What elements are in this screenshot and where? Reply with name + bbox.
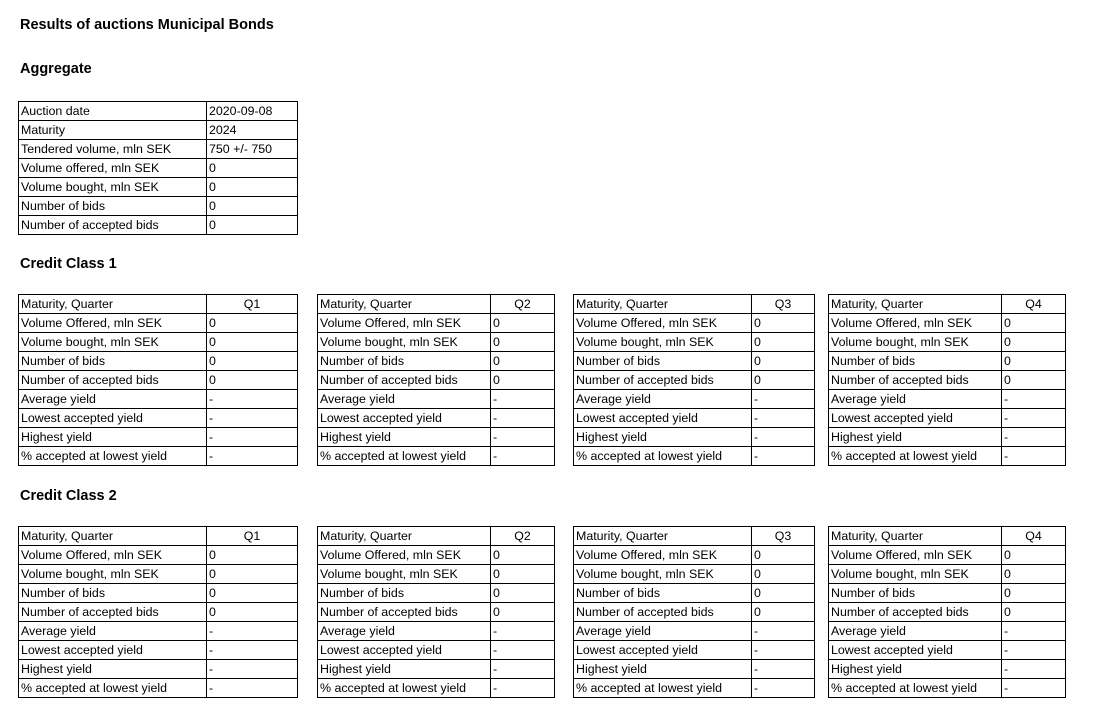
table-row xyxy=(19,660,298,679)
row-value: - xyxy=(752,622,815,641)
row-label: Volume bought, mln SEK xyxy=(19,178,207,197)
row-value: - xyxy=(752,428,815,447)
quarter-label: Q1 xyxy=(207,527,298,546)
row-value: - xyxy=(491,409,555,428)
table-row xyxy=(829,679,1066,698)
row-label: Volume Offered, mln SEK xyxy=(19,314,207,333)
row-value: 0 xyxy=(752,314,815,333)
maturity-quarter-label: Maturity, Quarter xyxy=(829,527,1002,546)
row-label: Average yield xyxy=(19,390,207,409)
row-value: - xyxy=(207,428,298,447)
row-label: Highest yield xyxy=(318,660,491,679)
credit-class-1-q2-table xyxy=(317,294,555,466)
table-row xyxy=(318,371,555,390)
maturity-quarter-label: Maturity, Quarter xyxy=(574,295,752,314)
row-label: % accepted at lowest yield xyxy=(318,679,491,698)
row-value: - xyxy=(491,660,555,679)
table-row xyxy=(19,584,298,603)
row-value: - xyxy=(1002,447,1066,466)
row-label: Number of accepted bids xyxy=(574,371,752,390)
credit-class-1-q1-table xyxy=(18,294,298,466)
row-value: 2024 xyxy=(207,121,298,140)
row-value: - xyxy=(207,390,298,409)
row-value: - xyxy=(752,447,815,466)
table-row xyxy=(574,352,815,371)
row-value: 0 xyxy=(1002,565,1066,584)
table-header-row xyxy=(318,527,555,546)
row-label: Number of bids xyxy=(829,584,1002,603)
row-value: 0 xyxy=(207,546,298,565)
row-value: 0 xyxy=(752,546,815,565)
page-title: Results of auctions Municipal Bonds xyxy=(20,17,274,33)
credit-class-1-q3-table xyxy=(573,294,815,466)
table-row xyxy=(574,565,815,584)
table-row xyxy=(574,584,815,603)
row-label: Number of accepted bids xyxy=(574,603,752,622)
row-label: Highest yield xyxy=(574,660,752,679)
row-label: Volume bought, mln SEK xyxy=(829,333,1002,352)
table-row xyxy=(829,314,1066,333)
row-label: Volume Offered, mln SEK xyxy=(318,546,491,565)
credit-class-2-q3-table xyxy=(573,526,815,698)
row-label: Average yield xyxy=(318,622,491,641)
maturity-quarter-label: Maturity, Quarter xyxy=(829,295,1002,314)
row-label: Highest yield xyxy=(574,428,752,447)
table-row xyxy=(318,447,555,466)
row-value: 0 xyxy=(752,603,815,622)
table-row xyxy=(318,622,555,641)
row-value: - xyxy=(1002,390,1066,409)
row-value: - xyxy=(1002,622,1066,641)
row-label: Average yield xyxy=(829,390,1002,409)
row-label: Lowest accepted yield xyxy=(574,409,752,428)
table-row xyxy=(19,178,298,197)
row-label: Number of bids xyxy=(574,584,752,603)
table-row xyxy=(829,352,1066,371)
quarter-label: Q3 xyxy=(752,295,815,314)
table-row xyxy=(829,333,1066,352)
row-value: 0 xyxy=(752,565,815,584)
table-row xyxy=(574,546,815,565)
row-value: - xyxy=(207,409,298,428)
table-row xyxy=(829,409,1066,428)
credit-class-2-q1-table xyxy=(18,526,298,698)
table-row xyxy=(19,603,298,622)
row-label: Highest yield xyxy=(829,660,1002,679)
row-label: Number of accepted bids xyxy=(19,371,207,390)
row-label: Lowest accepted yield xyxy=(829,641,1002,660)
row-value: 0 xyxy=(207,197,298,216)
row-label: Number of accepted bids xyxy=(318,603,491,622)
row-value: - xyxy=(1002,428,1066,447)
table-row xyxy=(19,216,298,235)
table-row xyxy=(318,390,555,409)
row-label: % accepted at lowest yield xyxy=(829,447,1002,466)
table-row xyxy=(318,333,555,352)
row-value: 0 xyxy=(207,565,298,584)
row-value: - xyxy=(207,660,298,679)
row-label: Volume bought, mln SEK xyxy=(318,333,491,352)
row-value: - xyxy=(207,679,298,698)
maturity-quarter-label: Maturity, Quarter xyxy=(19,295,207,314)
row-value: - xyxy=(1002,409,1066,428)
table-row xyxy=(19,314,298,333)
table-row xyxy=(829,447,1066,466)
table-row xyxy=(19,622,298,641)
row-label: Highest yield xyxy=(19,660,207,679)
row-label: Volume bought, mln SEK xyxy=(574,333,752,352)
row-value: 2020-09-08 xyxy=(207,102,298,121)
table-row xyxy=(19,159,298,178)
row-label: Volume Offered, mln SEK xyxy=(574,314,752,333)
row-value: - xyxy=(1002,660,1066,679)
table-row xyxy=(19,390,298,409)
row-value: - xyxy=(752,390,815,409)
row-value: 0 xyxy=(491,565,555,584)
row-label: % accepted at lowest yield xyxy=(19,447,207,466)
row-label: Number of bids xyxy=(574,352,752,371)
table-header-row xyxy=(829,295,1066,314)
row-value: 750 +/- 750 xyxy=(207,140,298,159)
table-row xyxy=(829,584,1066,603)
row-label: Number of bids xyxy=(19,197,207,216)
maturity-quarter-label: Maturity, Quarter xyxy=(574,527,752,546)
row-value: 0 xyxy=(1002,546,1066,565)
row-value: - xyxy=(752,679,815,698)
table-row xyxy=(574,428,815,447)
row-value: 0 xyxy=(207,333,298,352)
table-row xyxy=(574,447,815,466)
table-row xyxy=(318,603,555,622)
row-value: - xyxy=(491,428,555,447)
row-label: Volume Offered, mln SEK xyxy=(19,546,207,565)
table-row xyxy=(19,352,298,371)
table-row xyxy=(19,565,298,584)
table-row xyxy=(318,409,555,428)
row-label: Average yield xyxy=(318,390,491,409)
table-row xyxy=(19,679,298,698)
aggregate-table xyxy=(18,101,298,235)
row-value: 0 xyxy=(207,178,298,197)
table-row xyxy=(19,333,298,352)
row-label: Number of bids xyxy=(829,352,1002,371)
row-value: - xyxy=(752,409,815,428)
row-label: Volume Offered, mln SEK xyxy=(318,314,491,333)
row-label: Maturity xyxy=(19,121,207,140)
row-value: - xyxy=(752,660,815,679)
table-row xyxy=(19,121,298,140)
row-value: 0 xyxy=(1002,314,1066,333)
row-label: Auction date xyxy=(19,102,207,121)
row-value: - xyxy=(207,622,298,641)
row-label: Number of accepted bids xyxy=(19,603,207,622)
row-value: 0 xyxy=(1002,352,1066,371)
row-label: Lowest accepted yield xyxy=(829,409,1002,428)
table-row xyxy=(19,546,298,565)
table-row xyxy=(318,546,555,565)
row-value: - xyxy=(491,390,555,409)
table-row xyxy=(829,641,1066,660)
row-label: Highest yield xyxy=(829,428,1002,447)
row-label: Lowest accepted yield xyxy=(19,409,207,428)
table-row xyxy=(829,428,1066,447)
table-row xyxy=(574,641,815,660)
table-row xyxy=(19,102,298,121)
row-value: 0 xyxy=(207,584,298,603)
row-value: 0 xyxy=(207,603,298,622)
table-row xyxy=(318,565,555,584)
table-header-row xyxy=(19,527,298,546)
row-value: 0 xyxy=(491,352,555,371)
table-row xyxy=(19,371,298,390)
table-row xyxy=(574,622,815,641)
table-row xyxy=(574,409,815,428)
row-label: Volume bought, mln SEK xyxy=(829,565,1002,584)
row-label: Lowest accepted yield xyxy=(574,641,752,660)
table-row xyxy=(829,660,1066,679)
table-row xyxy=(829,603,1066,622)
row-value: - xyxy=(207,641,298,660)
table-row xyxy=(19,409,298,428)
row-value: - xyxy=(491,641,555,660)
row-label: Number of bids xyxy=(19,584,207,603)
table-row xyxy=(574,679,815,698)
row-value: 0 xyxy=(207,159,298,178)
row-value: - xyxy=(1002,641,1066,660)
credit-class-2-heading: Credit Class 2 xyxy=(20,488,117,504)
row-value: 0 xyxy=(491,314,555,333)
table-row xyxy=(19,447,298,466)
row-value: 0 xyxy=(1002,371,1066,390)
row-label: Number of accepted bids xyxy=(19,216,207,235)
table-row xyxy=(318,428,555,447)
table-row xyxy=(574,660,815,679)
aggregate-heading: Aggregate xyxy=(20,61,92,77)
row-value: 0 xyxy=(1002,333,1066,352)
credit-class-2-q4-table xyxy=(828,526,1066,698)
table-row xyxy=(318,641,555,660)
row-label: Average yield xyxy=(574,390,752,409)
row-label: Number of accepted bids xyxy=(829,371,1002,390)
row-label: Volume Offered, mln SEK xyxy=(574,546,752,565)
row-label: Volume Offered, mln SEK xyxy=(829,546,1002,565)
row-label: Lowest accepted yield xyxy=(19,641,207,660)
quarter-label: Q4 xyxy=(1002,527,1066,546)
table-header-row xyxy=(574,527,815,546)
row-value: 0 xyxy=(1002,584,1066,603)
row-value: - xyxy=(491,622,555,641)
row-value: 0 xyxy=(491,333,555,352)
quarter-label: Q3 xyxy=(752,527,815,546)
table-row xyxy=(318,660,555,679)
maturity-quarter-label: Maturity, Quarter xyxy=(19,527,207,546)
table-row xyxy=(829,565,1066,584)
row-value: 0 xyxy=(752,371,815,390)
row-label: Number of bids xyxy=(318,352,491,371)
maturity-quarter-label: Maturity, Quarter xyxy=(318,527,491,546)
row-label: Highest yield xyxy=(19,428,207,447)
table-row xyxy=(829,371,1066,390)
table-row xyxy=(574,390,815,409)
row-value: - xyxy=(1002,679,1066,698)
table-row xyxy=(829,622,1066,641)
table-row xyxy=(574,333,815,352)
row-label: Volume bought, mln SEK xyxy=(19,333,207,352)
row-label: Volume bought, mln SEK xyxy=(574,565,752,584)
row-label: Number of bids xyxy=(19,352,207,371)
row-label: Average yield xyxy=(19,622,207,641)
row-value: 0 xyxy=(752,352,815,371)
row-value: 0 xyxy=(207,371,298,390)
row-value: - xyxy=(207,447,298,466)
quarter-label: Q2 xyxy=(491,527,555,546)
table-row xyxy=(829,546,1066,565)
row-label: % accepted at lowest yield xyxy=(19,679,207,698)
row-value: 0 xyxy=(207,352,298,371)
row-label: Volume offered, mln SEK xyxy=(19,159,207,178)
row-label: Average yield xyxy=(574,622,752,641)
maturity-quarter-label: Maturity, Quarter xyxy=(318,295,491,314)
row-label: Number of accepted bids xyxy=(318,371,491,390)
row-label: Volume bought, mln SEK xyxy=(19,565,207,584)
table-header-row xyxy=(829,527,1066,546)
row-label: Tendered volume, mln SEK xyxy=(19,140,207,159)
table-row xyxy=(574,371,815,390)
row-label: Number of accepted bids xyxy=(829,603,1002,622)
table-row xyxy=(574,314,815,333)
quarter-label: Q4 xyxy=(1002,295,1066,314)
table-row xyxy=(574,603,815,622)
table-row xyxy=(318,352,555,371)
row-label: % accepted at lowest yield xyxy=(574,679,752,698)
row-label: Number of bids xyxy=(318,584,491,603)
row-label: % accepted at lowest yield xyxy=(574,447,752,466)
row-value: - xyxy=(752,641,815,660)
credit-class-2-q2-table xyxy=(317,526,555,698)
quarter-label: Q2 xyxy=(491,295,555,314)
table-row xyxy=(318,314,555,333)
table-row xyxy=(19,641,298,660)
table-header-row xyxy=(318,295,555,314)
row-value: 0 xyxy=(1002,603,1066,622)
row-value: - xyxy=(491,447,555,466)
table-header-row xyxy=(574,295,815,314)
table-row xyxy=(19,140,298,159)
row-value: 0 xyxy=(491,371,555,390)
quarter-label: Q1 xyxy=(207,295,298,314)
row-label: % accepted at lowest yield xyxy=(318,447,491,466)
table-row xyxy=(19,197,298,216)
row-value: 0 xyxy=(752,333,815,352)
row-label: % accepted at lowest yield xyxy=(829,679,1002,698)
row-value: 0 xyxy=(491,546,555,565)
row-label: Lowest accepted yield xyxy=(318,409,491,428)
row-label: Volume bought, mln SEK xyxy=(318,565,491,584)
row-value: - xyxy=(491,679,555,698)
row-value: 0 xyxy=(491,603,555,622)
row-label: Highest yield xyxy=(318,428,491,447)
row-label: Average yield xyxy=(829,622,1002,641)
row-label: Volume Offered, mln SEK xyxy=(829,314,1002,333)
table-row xyxy=(829,390,1066,409)
row-value: 0 xyxy=(207,314,298,333)
table-row xyxy=(318,584,555,603)
row-label: Lowest accepted yield xyxy=(318,641,491,660)
row-value: 0 xyxy=(207,216,298,235)
table-row xyxy=(19,428,298,447)
credit-class-1-q4-table xyxy=(828,294,1066,466)
credit-class-1-heading: Credit Class 1 xyxy=(20,256,117,272)
table-header-row xyxy=(19,295,298,314)
table-row xyxy=(318,679,555,698)
row-value: 0 xyxy=(491,584,555,603)
row-value: 0 xyxy=(752,584,815,603)
